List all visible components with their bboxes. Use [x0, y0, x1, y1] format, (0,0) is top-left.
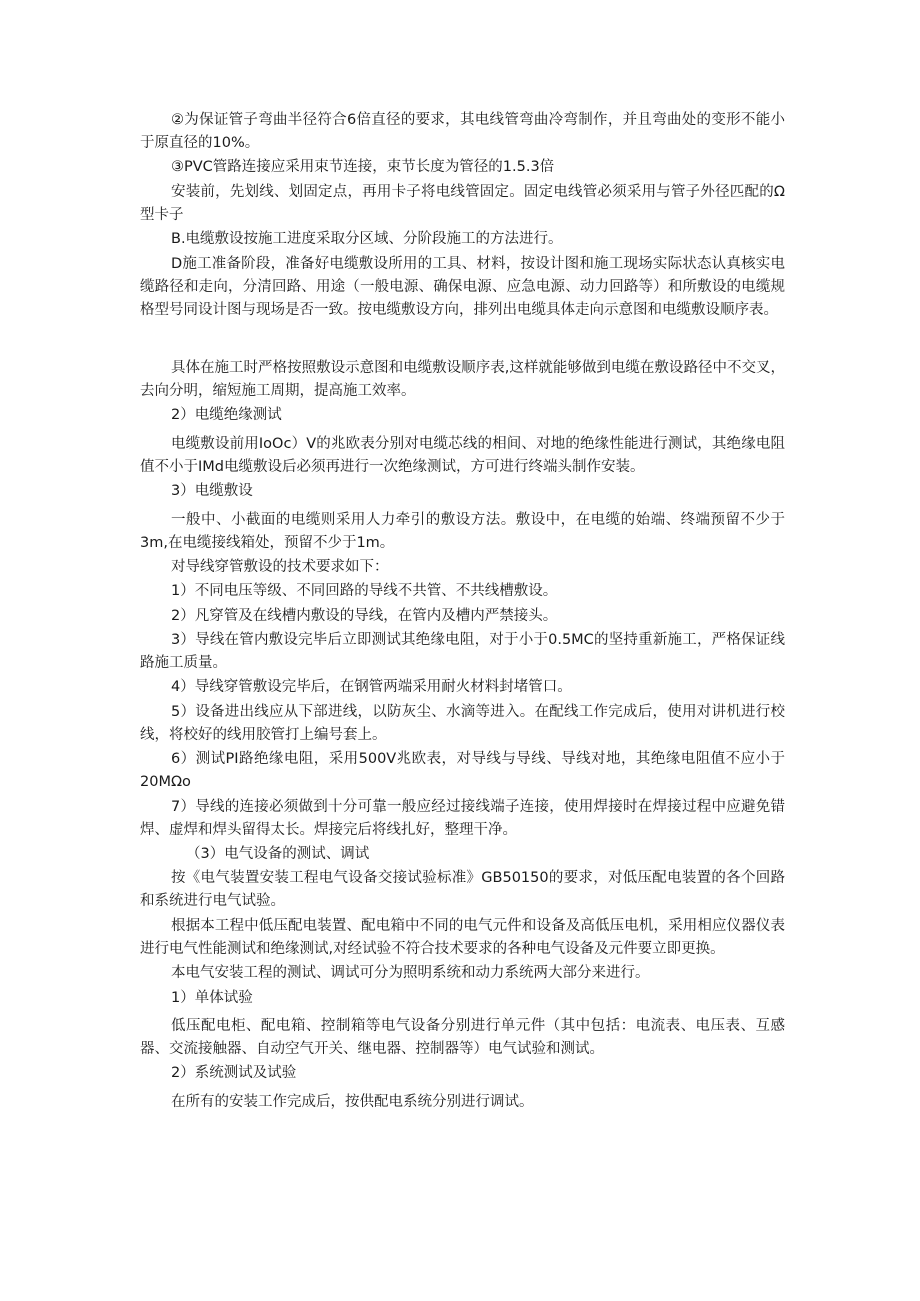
section-heading: 1）单体试验: [171, 989, 253, 1006]
section-heading: 3）电缆敷设: [171, 483, 253, 500]
paragraph: 按《电气装置安装工程电气设备交接试验标准》GB50150的要求，对低压配电装置的各个回路和系统进行电气试验。: [140, 870, 785, 910]
paragraph: ③PVC管路连接应采用束节连接，束节长度为管径的1.5.3倍: [171, 159, 555, 176]
paragraph: 根据本工程中低压配电装置、配电箱中不同的电气元件和设备及高低压电机，采用相应仪器仪表进行电气性能测试和绝缘测试,对经试验不符合技术要求的各种电气设备及元件要立即更换。: [140, 917, 785, 957]
paragraph: 安装前，先划线、划固定点，再用卡子将电线管固定。固定电线管必须采用与管子外径匹配的Ω型卡子: [140, 183, 785, 223]
paragraph: 具体在施工时严格按照敷设示意图和电缆敷设顺序表,这样就能够做到电缆在敷设路径中不交叉，去向分明，缩短施工周期，提高施工效率。: [140, 359, 785, 399]
list-item: 7）导线的连接必须做到十分可靠一般应经过接线端子连接，使用焊接时在焊接过程中应避免错焊、虚焊和焊头留得太长。焊接完后将线扎好，整理干净。: [140, 798, 785, 838]
list-item: 1）不同电压等级、不同回路的导线不共管、不共线槽敷设。: [171, 583, 558, 600]
list-item: 4）导线穿管敷设完毕后，在钢管两端采用耐火材料封堵管口。: [171, 679, 572, 696]
list-item: 6）测试PI路绝缘电阻，采用500V兆欧表，对导线与导线、导线对地，其绝缘电阻值不应小于20MΩo: [140, 751, 785, 791]
section-heading: 2）电缆绝缘测试: [171, 407, 282, 424]
paragraph: ②为保证管子弯曲半径符合6倍直径的要求，其电线管弯曲冷弯制作，并且弯曲处的变形不能小于原直径的10%。: [140, 112, 785, 151]
paragraph: 低压配电柜、配电箱、控制箱等电气设备分别进行单元件（其中包括：电流表、电压表、互感器、交流接触器、自动空气开关、继电器、控制器等）电气试验和测试。: [140, 1017, 785, 1057]
list-item: 3）导线在管内敷设完毕后立即测试其绝缘电阻，对于小于0.5MC的坚持重新施工，严格保证线路施工质量。: [140, 632, 785, 672]
paragraph-gap: [140, 323, 785, 357]
paragraph: 本电气安装工程的测试、调试可分为照明系统和动力系统两大部分来进行。: [171, 965, 650, 982]
paragraph: 一般中、小截面的电缆则采用人力牵引的敷设方法。敷设中，在电缆的始端、终端预留不少于3m,在电缆接线箱处，预留不少于1m。: [140, 511, 785, 551]
document-body: [140, 109, 785, 1115]
list-item: 2）凡穿管及在线槽内敷设的导线，在管内及槽内严禁接头。: [171, 607, 558, 624]
paragraph: 对导线穿管敷设的技术要求如下：: [171, 558, 389, 575]
paragraph: B.电缆敷设按施工进度采取分区域、分阶段施工的方法进行。: [171, 231, 563, 248]
paragraph: 电缆敷设前用IoOc）V的兆欧表分别对电缆芯线的相间、对地的绝缘性能进行测试，其绝缘电阻值不小于IMd电缆敷设后必须再进行一次绝缘测试，方可进行终端头制作安装。: [140, 435, 785, 475]
list-item: 5）设备进出线应从下部进线，以防灰尘、水滴等进入。在配线工作完成后，使用对讲机进行校线，将校好的线用胶管打上编号套上。: [140, 703, 785, 743]
section-heading: （3）电气设备的测试、调试: [186, 846, 370, 863]
section-heading: 2）系统测试及试验: [171, 1065, 297, 1082]
paragraph: 在所有的安装工作完成后，按供配电系统分别进行调试。: [171, 1093, 534, 1110]
paragraph: D施工准备阶段，准备好电缆敷设所用的工具、材料，按设计图和施工现场实际状态认真核实电缆路径和走向，分清回路、用途（一般电源、确保电源、应急电源、动力回路等）和所敷设的电缆规格型号同设计图与现场是否一致。按电缆敷设方向，排列出电缆具体走向示意图和电缆敷设顺序表。: [140, 255, 785, 318]
